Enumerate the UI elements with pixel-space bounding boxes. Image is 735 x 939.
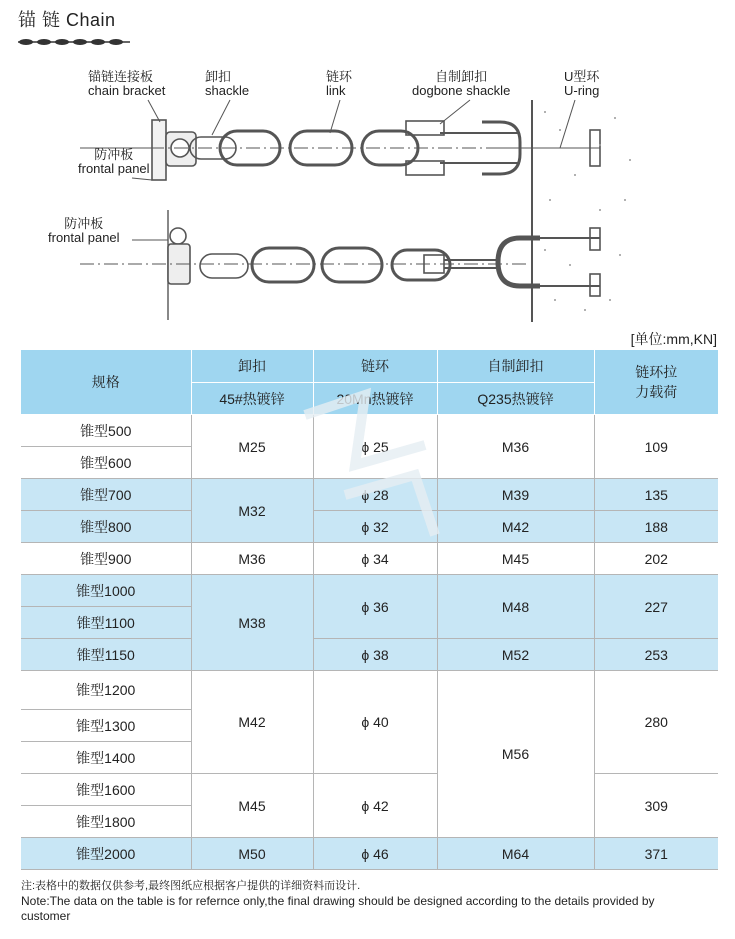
shackle-cell: M45 — [191, 774, 313, 838]
load-cell: 309 — [594, 774, 718, 838]
chain-bracket-label: 锚链连接板 chain bracket — [88, 69, 166, 98]
load-cell: 280 — [594, 671, 718, 774]
table-row-spec: 锥型1000 — [21, 575, 191, 607]
link-cell: ϕ 32 — [313, 511, 437, 543]
frontal-panel-label-2: 防冲板 frontal panel — [48, 216, 120, 245]
dogbone-cell: M56 — [437, 671, 594, 838]
table-row-spec: 锥型2000 — [21, 838, 191, 870]
link-cell: ϕ 46 — [313, 838, 437, 870]
dogbone-cell: M42 — [437, 511, 594, 543]
load-cell: 188 — [594, 511, 718, 543]
notes — [21, 879, 661, 924]
shackle-cell: M36 — [191, 543, 313, 575]
table-row-spec: 锥型1200 — [21, 671, 191, 710]
shackle-label: 卸扣 shackle — [205, 69, 250, 98]
dogbone-cell: M52 — [437, 639, 594, 671]
load-cell: 371 — [594, 838, 718, 870]
table-row-spec: 锥型1100 — [21, 607, 191, 639]
table-row-spec: 锥型600 — [21, 447, 191, 479]
link-cell: ϕ 25 — [313, 415, 437, 479]
dogbone-cell: M36 — [437, 415, 594, 479]
table-row-spec: 锥型900 — [21, 543, 191, 575]
shackle-cell: M42 — [191, 671, 313, 774]
dogbone-cell: M39 — [437, 479, 594, 511]
u-ring-label: U型环 U-ring — [564, 69, 600, 98]
link-cell: ϕ 40 — [313, 671, 437, 774]
header-link: 链环 — [313, 350, 437, 383]
header-spec: 规格 — [21, 350, 191, 415]
shackle-cell: M50 — [191, 838, 313, 870]
spec-table — [21, 350, 718, 870]
dogbone-cell: M45 — [437, 543, 594, 575]
table-row-spec: 锥型1150 — [21, 639, 191, 671]
table-row-spec: 锥型1800 — [21, 806, 191, 838]
link-cell: ϕ 42 — [313, 774, 437, 838]
unit-label: [单位:mm,KN] — [630, 331, 717, 347]
shackle-cell: M25 — [191, 415, 313, 479]
header-load: 链环拉 力载荷 — [594, 350, 718, 415]
page-title: 锚 链 Chain — [18, 10, 116, 30]
shackle-cell: M32 — [191, 479, 313, 543]
link-cell: ϕ 38 — [313, 639, 437, 671]
chain-decoration-icon — [18, 36, 130, 48]
load-cell: 227 — [594, 575, 718, 639]
link-label: 链环 link — [326, 69, 353, 98]
load-cell: 109 — [594, 415, 718, 479]
header-shackle-material: 45#热镀锌 — [191, 383, 313, 415]
table-row-spec: 锥型1300 — [21, 710, 191, 742]
table-row-spec: 锥型1600 — [21, 774, 191, 806]
table-row-spec: 锥型500 — [21, 415, 191, 447]
header-link-material: 20Mn热镀锌 — [313, 383, 437, 415]
load-cell: 135 — [594, 479, 718, 511]
table-row-spec: 锥型700 — [21, 479, 191, 511]
link-cell: ϕ 34 — [313, 543, 437, 575]
note-en: Note:The data on the table is for refernce only,the final drawing should be designed according to the details provided by customer — [21, 894, 655, 923]
frontal-panel-label-1: 防冲板 frontal panel — [78, 147, 150, 176]
load-cell: 253 — [594, 639, 718, 671]
header-shackle: 卸扣 — [191, 350, 313, 383]
header-dogbone: 自制卸扣 — [437, 350, 594, 383]
dogbone-shackle-label: 自制卸扣 dogbone shackle — [412, 69, 511, 98]
table-row-spec: 锥型800 — [21, 511, 191, 543]
dogbone-cell: M64 — [437, 838, 594, 870]
shackle-cell: M38 — [191, 575, 313, 671]
dogbone-cell: M48 — [437, 575, 594, 639]
chain-diagram — [0, 60, 735, 322]
note-cn: 注:表格中的数据仅供参考,最终图纸应根据客户提供的详细资料而设计. — [21, 880, 361, 892]
table-row-spec: 锥型1400 — [21, 742, 191, 774]
link-cell: ϕ 28 — [313, 479, 437, 511]
link-cell: ϕ 36 — [313, 575, 437, 639]
header-dogbone-material: Q235热镀锌 — [437, 383, 594, 415]
load-cell: 202 — [594, 543, 718, 575]
